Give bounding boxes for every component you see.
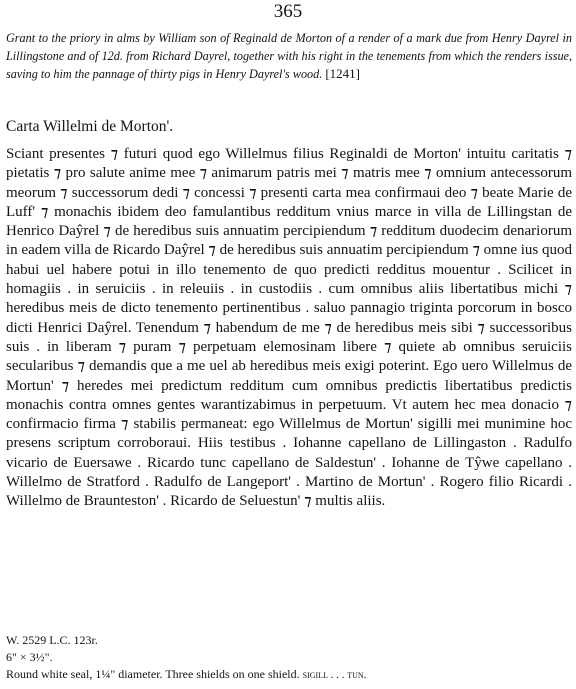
charter-text: Sciant presentes ⁊ futuri quod ego Willelmus filius Reginaldi de Morton' intuitu caritatis ⁊ pietatis ⁊ pro salute anime mee ⁊ animarum patris mei ⁊ matris mee ⁊ omnium antecessorum meorum ⁊ successorum dedi ⁊ concessi ⁊ presenti carta mea confirmaui deo ⁊ beate Marie de Luff' ⁊ monachis ibidem deo famulantibus redditum vnius marce in villa de Lillingstan de Henrico Daŷrel ⁊ de heredibus suis annuatim percipiendum ⁊ redditum duodecim denariorum in eadem villa de Ricardo Daŷrel ⁊ de heredibus suis annuatim percipiendum ⁊ omne ius quod habui uel habere potui in illo tenemento de quo predicti redditus mouentur . Scilicet in homagiis . in seruiciis . in releuiis . in custodiis . cum omnibus aliis libertatibus michi ⁊ heredibus meis de dicto tenemento pertinentibus . saluo pannagio triginta porcorum in bosco dicti Henrici Daŷrel. Tenendum ⁊ habendum de me ⁊ de heredibus meis sibi ⁊ successoribus suis . in liberam ⁊ puram ⁊ perpetuam elemosinam libere ⁊ quiete ab omnibus seruiciis secularibus ⁊ demandis que a me uel ab heredibus meis exigi poterint. Ego uero Willelmus de Mortun' ⁊ heredes mei predictum redditum cum omnibus predictis libertatibus predictis monachis contra omnes gentes warantizabimus in perpetuum. Vt autem hec mea donacio ⁊ confirmacio firma ⁊ stabilis permaneat: ego Willelmus de Mortun' sigilli mei munimine hoc presens scriptum corroboraui. Hiis testibus . Iohanne capellano de Lillingaston . Radulfo vicario de Euersawe . Ricardo tunc capellano de Saldestun' . Iohanne de Tŷwe capellano . Willelmo de Stratford . Radulfo de Langeport' . Martino de Mortun' . Rogero filio Ricardi . Willelmo de Braunteston' . Ricardo de Seluestun' ⁊ multis aliis. xyxy=(6,146,573,510)
charter-summary xyxy=(6,30,572,84)
summary-text: Grant to the priory in alms by William son of Reginald de Morton of a render of a mark due from Henry Dayrel in Lillingstone and of 12d. from Richard Dayrel, together with his right in the tenements from which the renders issue, saving to him the pannage of thirty pigs in Henry Dayrel's wood. xyxy=(6,31,572,82)
summary-date: [1241] xyxy=(325,66,361,82)
charter-title: Carta Willelmi de Morton'. xyxy=(6,118,174,135)
page-number: 365 xyxy=(273,1,303,22)
seal-legend: sigill . . . tun. xyxy=(302,669,367,681)
seal-description xyxy=(6,666,572,684)
manuscript-reference: W. 2529 L.C. 123r. xyxy=(6,633,98,647)
apparatus xyxy=(6,632,572,684)
document-size: 6" × 3½". xyxy=(6,650,53,664)
seal-text: Round white seal, 1¼" diameter. Three shields on one shield. xyxy=(6,667,300,681)
